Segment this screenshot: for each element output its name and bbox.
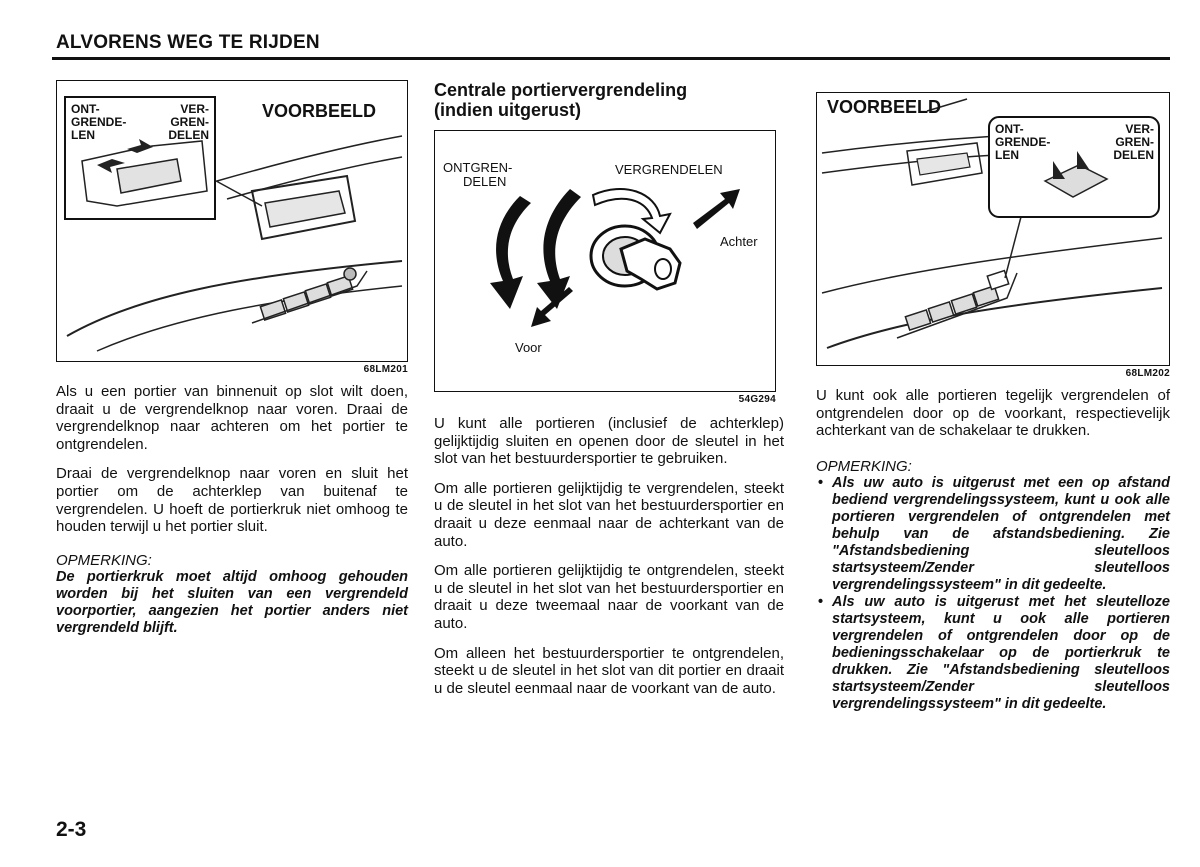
- paragraph: U kunt ook alle portieren tegelijk vergrendelen of ontgrendelen door op de voorkant, respectievelijk achterkant van de schakelaar te drukken.: [816, 387, 1170, 440]
- paragraph: Om alleen het bestuurdersportier te ontgrendelen, steekt u de sleutel in het slot van dit portier en draait u de sleutel eenmaal naar de voorkant van de auto.: [434, 644, 784, 697]
- figure-door-lock-knob: [56, 80, 408, 362]
- figure-code: 68LM202: [1125, 368, 1170, 379]
- header-rule: [52, 57, 1170, 60]
- paragraph: Om alle portieren gelijktijdig te vergrendelen, steekt u de sleutel in het slot van het bestuurdersportier en draait u deze eenmaal naar de achterkant van de auto.: [434, 479, 784, 550]
- column-middle: [434, 80, 784, 697]
- label-rear: Achter: [720, 234, 758, 249]
- section-title: Centrale portiervergrendeling (indien uitgerust): [434, 80, 688, 120]
- note-heading: OPMERKING:: [816, 457, 912, 475]
- figure-code: 54G294: [738, 394, 776, 405]
- column-right: [816, 80, 1170, 713]
- label-front: Voor: [515, 340, 542, 355]
- callout-lock-label: VER- GREN- DELEN: [1113, 122, 1154, 162]
- callout-unlock-label: ONT- GRENDE- LEN: [995, 122, 1051, 162]
- figure-central-lock-switch: [816, 92, 1170, 366]
- note-item: • Als uw auto is uitgerust met een op afstand bediend vergrendelingssysteem, kunt u ook alle portieren vergrendelen of ontgrendelen met behulp van de afstandsbediening. Zie "Afstandsbediening sleutelloos startsysteem/Zender sleutelloos vergrendelingssysteem" in dit gedeelte.: [818, 474, 1170, 593]
- paragraph: Om alle portieren gelijktijdig te ontgrendelen, steekt u de sleutel in het slot van het bestuurdersportier en draait u deze tweemaal naar de voorkant van de auto.: [434, 562, 784, 632]
- note-list: [816, 475, 1170, 713]
- note-text: De portierkruk moet altijd omhoog gehouden worden bij het sluiten van een vergrendeld voorportier, aangezien het portier anders niet vergrendeld blijft.: [56, 568, 408, 636]
- note-heading: OPMERKING:: [56, 551, 152, 569]
- paragraph: Als u een portier van binnenuit op slot wilt doen, draait u de vergrendelknop naar voren. Draai de vergrendelknop naar achteren om het portier te ontgrendelen.: [56, 383, 408, 453]
- page-number: 2-3: [56, 818, 87, 841]
- callout-unlock-label: ONT- GRENDE- LEN: [71, 102, 127, 142]
- figure-label-voorbeeld: VOORBEELD: [827, 97, 942, 117]
- figure-label-voorbeeld: VOORBEELD: [262, 101, 377, 121]
- figure-code: 68LM201: [363, 364, 408, 375]
- note-item: • Als uw auto is uitgerust met het sleutelloze startsysteem, kunt u ook alle portieren vergrendelen of ontgrendelen door op de bedieningsschakelaar op de portierkruk te drukken. Zie "Afstandsbediening sleutelloos startsysteem/Zender sleutelloos vergrendelingssysteem" in dit gedeelte.: [818, 593, 1170, 712]
- label-unlock: ONTGREN- DELEN: [443, 160, 513, 189]
- column-left: [56, 80, 408, 637]
- page-header-title: ALVORENS WEG TE RIJDEN: [56, 32, 320, 53]
- figure-key-cylinder: [434, 130, 776, 392]
- paragraph: U kunt alle portieren (inclusief de achterklep) gelijktijdig sluiten en openen door de sleutel in het slot van het bestuurdersportier te gebruiken.: [434, 415, 784, 468]
- callout-lock-label: VER- GREN- DELEN: [168, 102, 209, 142]
- paragraph: Draai de vergrendelknop naar voren en sluit het portier om de achterklep van buitenaf te vergrendelen. U hoeft de portierkruk niet omhoog te houden terwijl u het portier sluit.: [56, 465, 408, 536]
- label-lock: VERGRENDELEN: [615, 162, 723, 177]
